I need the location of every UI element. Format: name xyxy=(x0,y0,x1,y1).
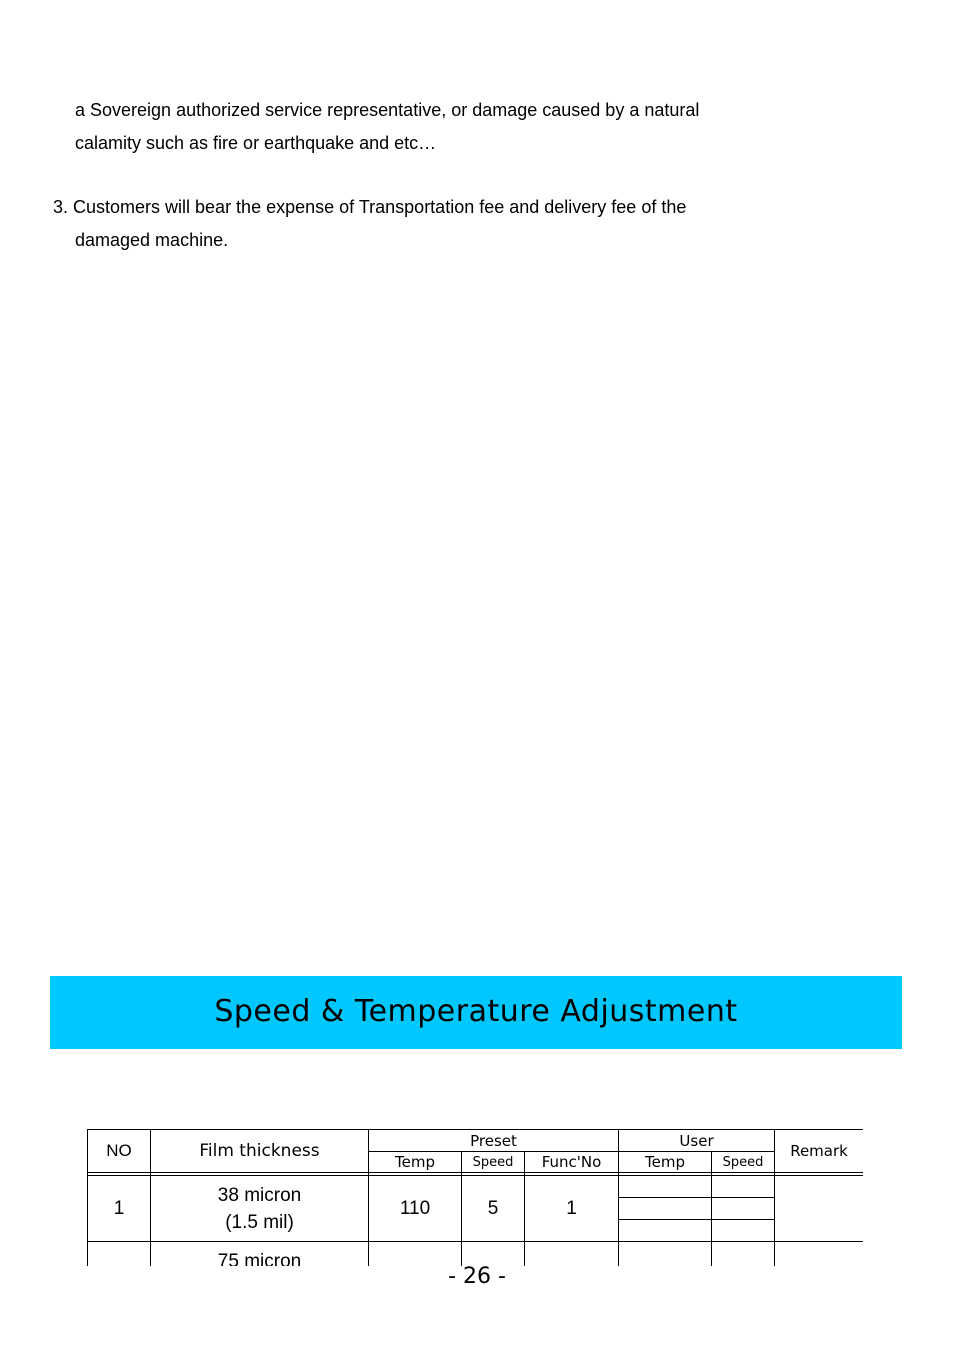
remark-cell xyxy=(775,1242,863,1267)
row-func-no: 1 xyxy=(525,1176,619,1242)
header-user: User xyxy=(619,1130,775,1152)
row-film-thickness xyxy=(151,1176,369,1242)
paragraph-line: 3. Customers will bear the expense of Transportation fee and delivery fee of the xyxy=(53,197,687,217)
row-func-no xyxy=(525,1242,619,1267)
header-user-temp: Temp xyxy=(619,1152,712,1173)
row-temp: 110 xyxy=(369,1176,462,1242)
header-preset-speed: Speed xyxy=(462,1152,525,1173)
user-temp-cell xyxy=(619,1176,712,1198)
remark-cell xyxy=(775,1176,863,1242)
page-number: - 26 - xyxy=(448,1264,506,1289)
row-speed xyxy=(462,1242,525,1267)
user-speed-cell xyxy=(712,1176,775,1198)
adjustment-table-container xyxy=(87,1129,863,1266)
row-temp xyxy=(369,1242,462,1267)
row-no xyxy=(88,1242,151,1267)
section-banner xyxy=(50,976,902,1049)
header-film-thickness: Film thickness xyxy=(151,1130,369,1173)
header-preset-temp: Temp xyxy=(369,1152,462,1173)
row-speed: 5 xyxy=(462,1176,525,1242)
user-speed-cell xyxy=(712,1198,775,1220)
section-title: Speed & Temperature Adjustment xyxy=(214,994,738,1029)
film-value-mil: (1.5 mil) xyxy=(225,1211,294,1233)
speed-temperature-table xyxy=(87,1129,863,1266)
warranty-item-3 xyxy=(53,191,813,257)
user-speed-cell xyxy=(712,1242,775,1267)
header-func-no: Func'No xyxy=(525,1152,619,1173)
row-film-thickness: 75 micron xyxy=(151,1242,369,1267)
table-row xyxy=(88,1176,864,1198)
header-no: NO xyxy=(88,1130,151,1173)
film-value: 38 micron xyxy=(217,1184,302,1206)
header-preset: Preset xyxy=(369,1130,619,1152)
header-remark: Remark xyxy=(775,1130,863,1173)
row-no: 1 xyxy=(88,1176,151,1242)
paragraph-line: a Sovereign authorized service representative, or damage caused by a natural xyxy=(75,100,700,120)
user-speed-cell xyxy=(712,1220,775,1242)
header-user-speed: Speed xyxy=(712,1152,775,1173)
user-temp-cell xyxy=(619,1198,712,1220)
table-row xyxy=(88,1242,864,1267)
user-temp-cell xyxy=(619,1242,712,1267)
paragraph-line: damaged machine. xyxy=(75,230,229,250)
paragraph-line: calamity such as fire or earthquake and etc… xyxy=(75,133,437,153)
user-temp-cell xyxy=(619,1220,712,1242)
warranty-paragraph-continued xyxy=(75,94,835,160)
